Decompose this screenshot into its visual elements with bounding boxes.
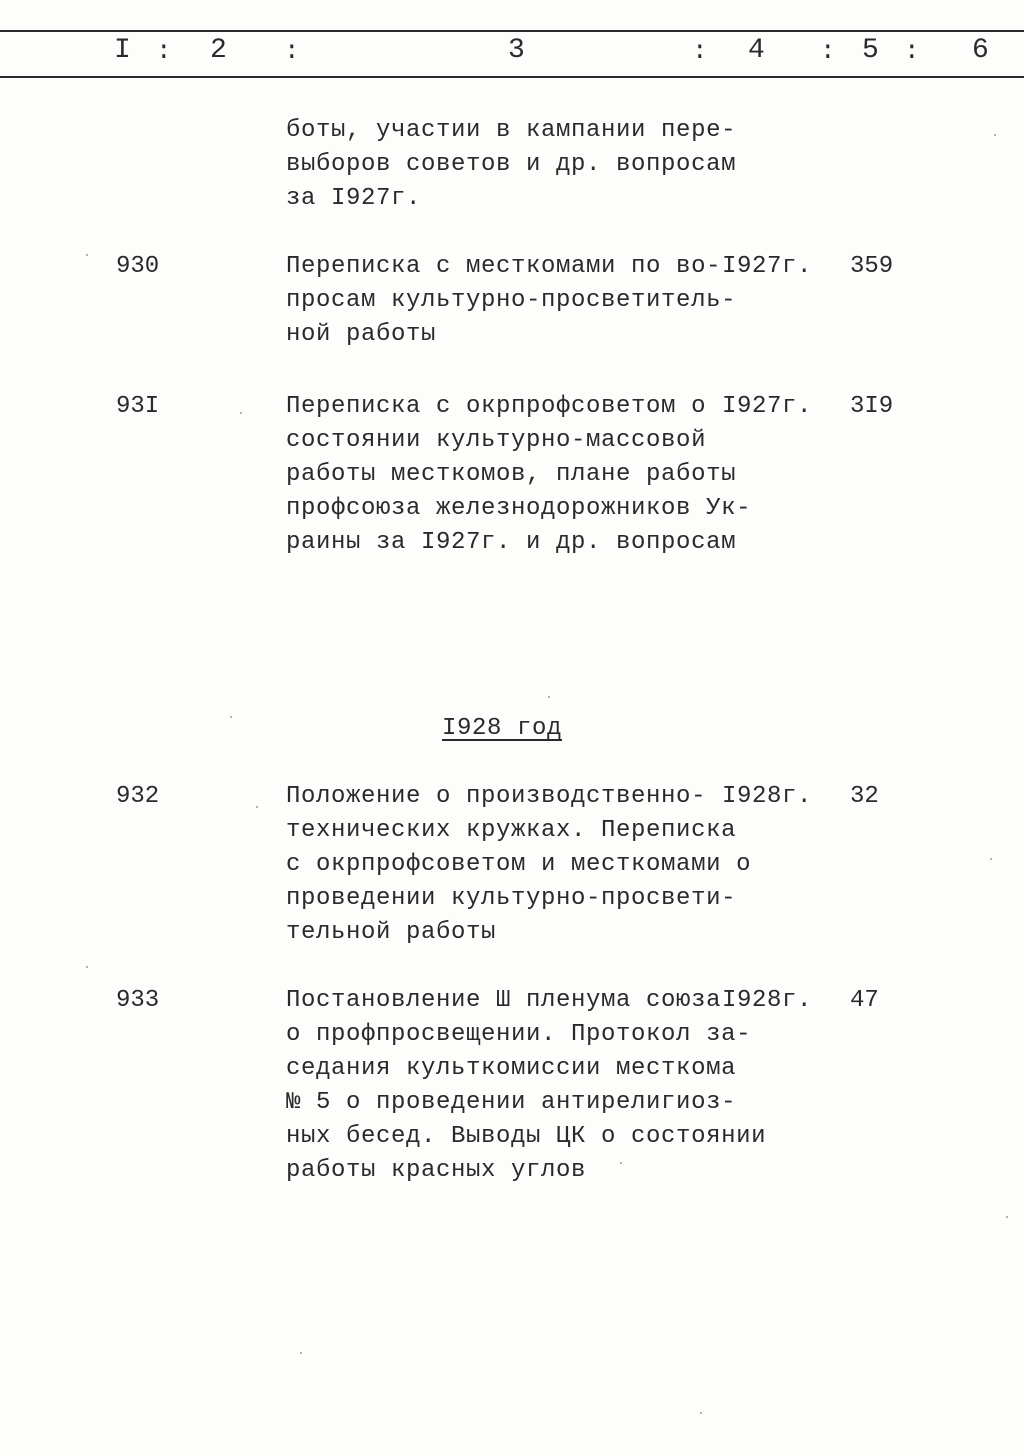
scan-speck bbox=[86, 254, 88, 256]
header-separator: : bbox=[904, 36, 920, 66]
text-line: профсоюза железнодорожников Ук- bbox=[286, 495, 752, 522]
text-line: выборов советов и др. вопросам bbox=[286, 151, 737, 178]
scan-speck bbox=[240, 412, 242, 414]
header-col-2: 2 bbox=[210, 35, 227, 66]
text-line: седания культкомиссии месткома bbox=[286, 1055, 737, 1082]
entry-sheet-count: 32 bbox=[850, 783, 879, 810]
text-line: работы месткомов, плане работы bbox=[286, 461, 737, 488]
entry-title bbox=[286, 390, 756, 560]
text-line: Переписка с окрпрофсоветом о bbox=[286, 393, 707, 420]
text-line: о профпросвещении. Протокол за- bbox=[286, 1021, 752, 1048]
entry-sheet-count: 359 bbox=[850, 253, 894, 280]
entry-date: I928г. bbox=[722, 783, 813, 810]
entry-sheet-count: 3I9 bbox=[850, 393, 894, 420]
text-line: с окрпрофсоветом и месткомами о bbox=[286, 851, 752, 878]
scan-speck bbox=[256, 806, 258, 808]
text-line: технических кружках. Переписка bbox=[286, 817, 737, 844]
text-line: Переписка с месткомами по во- bbox=[286, 253, 722, 280]
continuation-text bbox=[286, 114, 756, 216]
header-top-rule bbox=[0, 30, 1024, 32]
scan-speck bbox=[300, 1352, 302, 1354]
entry-title bbox=[286, 780, 756, 950]
header-bottom-rule bbox=[0, 76, 1024, 78]
header-col-3: 3 bbox=[508, 35, 525, 66]
scan-speck bbox=[86, 966, 88, 968]
entry-number: 930 bbox=[116, 253, 160, 280]
text-line: № 5 о проведении антирелигиоз- bbox=[286, 1089, 737, 1116]
scan-speck bbox=[1006, 1216, 1008, 1218]
text-line: проведении культурно-просвети- bbox=[286, 885, 737, 912]
header-col-6: 6 bbox=[972, 35, 989, 66]
text-line: тельной работы bbox=[286, 919, 497, 946]
scan-speck bbox=[700, 1412, 702, 1414]
entry-date: I927г. bbox=[722, 393, 813, 420]
text-line: за I927г. bbox=[286, 185, 422, 212]
text-line: состоянии культурно-массовой bbox=[286, 427, 707, 454]
text-line: Положение о производственно- bbox=[286, 783, 707, 810]
header-separator: : bbox=[284, 36, 300, 66]
text-line: раины за I927г. и др. вопросам bbox=[286, 529, 737, 556]
scan-speck bbox=[620, 1162, 622, 1164]
text-line: ных бесед. Выводы ЦК о состоянии bbox=[286, 1123, 767, 1150]
entry-date: I928г. bbox=[722, 987, 813, 1014]
entry-title bbox=[286, 984, 767, 1188]
scan-speck bbox=[548, 696, 550, 698]
text-line: работы красных углов bbox=[286, 1157, 587, 1184]
header-col-5: 5 bbox=[862, 35, 879, 66]
entry-sheet-count: 47 bbox=[850, 987, 879, 1014]
header-col-4: 4 bbox=[748, 35, 765, 66]
text-line: просам культурно-просветитель- bbox=[286, 287, 737, 314]
header-col-1: I bbox=[114, 35, 131, 66]
text-line: ной работы bbox=[286, 321, 437, 348]
entry-number: 932 bbox=[116, 783, 160, 810]
year-section-heading: I928 год bbox=[442, 715, 563, 742]
header-separator: : bbox=[156, 36, 172, 66]
scan-speck bbox=[230, 716, 232, 718]
text-line: Постановление Ш пленума союза bbox=[286, 987, 722, 1014]
scan-speck bbox=[994, 134, 996, 136]
scan-speck bbox=[990, 858, 992, 860]
text-line: боты, участии в кампании пере- bbox=[286, 117, 737, 144]
entry-title bbox=[286, 250, 756, 352]
entry-number: 933 bbox=[116, 987, 160, 1014]
entry-date: I927г. bbox=[722, 253, 813, 280]
entry-number: 93I bbox=[116, 393, 160, 420]
header-separator: : bbox=[692, 36, 708, 66]
header-separator: : bbox=[820, 36, 836, 66]
